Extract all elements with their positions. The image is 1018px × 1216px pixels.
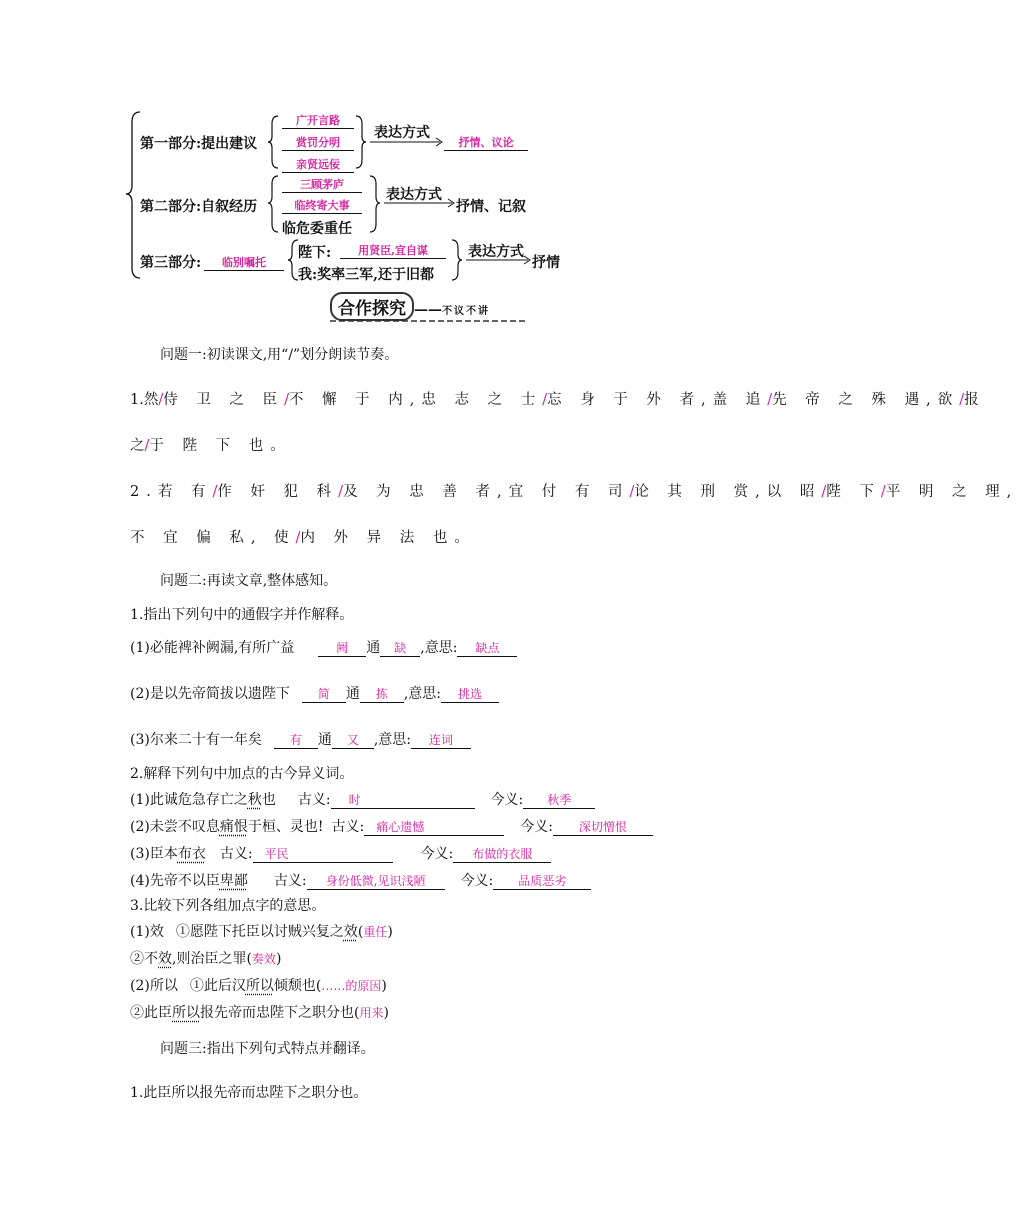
gujin-row-4 [130,870,591,890]
part1-method-value: 抒情、议论 [444,134,528,151]
gujin-modern: 品质恶劣 [493,872,591,890]
gujin-ancient: 痛心遗憾 [364,818,504,836]
slash-mark: / [821,484,827,500]
compare-text: ①此后汉 [189,978,246,994]
q1-title: 问题一:初读课文,用“/”划分朗读节奏。 [160,347,399,363]
compare-g2-s1: (2)所以 ①此后汉所以倾颓也(……的原因) [130,978,387,994]
gujin-dotted: 痛恨 [219,819,248,835]
q2-title: 问题二:再读文章,整体感知。 [160,573,338,589]
section-title: 合作探究 [330,292,414,321]
gujin-text: 此诚危急存亡之 [149,792,248,808]
compare-text: ②此臣 [130,1005,172,1021]
section-header [330,292,490,321]
meaning-label: ,意思: [403,686,442,702]
gujin-post: 于桓、灵也! [247,819,324,835]
tongjia-meaning: 挑选 [441,685,499,703]
compare-dotted: 效 [343,924,358,940]
tongjia-sentence: (3)尔来二十有一年矣 [130,732,262,748]
compare-text: ②不 [130,951,158,967]
part2-item-2: 临终寄大事 [282,197,362,214]
gujin-post: 也 [261,792,276,808]
part2-method-value: 抒情、记叙 [456,199,526,215]
slash-mark: / [959,392,965,408]
gujin-modern: 布做的衣服 [453,845,551,863]
compare-answer: 重任 [363,925,388,939]
gujin-dotted: 布衣 [177,846,206,862]
compare-g2-s2: ②此臣所以报先帝而忠陛下之职分也(用来) [130,1005,389,1021]
meaning-label: ,意思: [420,640,458,656]
tongjia-a: 有 [274,731,318,749]
part3-method-label: 表达方式 [468,244,524,260]
compare-dotted: 效 [158,951,172,967]
q1-s2-seg: 论 其 刑 赏,以 昭 [634,484,822,500]
compare-text: ,则治臣之罪 [172,951,247,967]
part3-sub1-blank: 用贤臣,宜自谋 [340,242,446,259]
tongjia-meaning: 连词 [411,731,471,749]
q1-s2-seg: 作 奸 犯 科 [217,484,339,500]
q1-s2-seg: 平 明 之 理, [885,484,1018,500]
section-header-rule [330,318,530,326]
compare-g2-label: (2)所以 [130,978,178,994]
q1-s1-seg: 报 [964,392,979,408]
tongjia-sentence: (2)是以先帝简拔以遗陛下 [130,686,290,702]
ancient-label: 古义: [219,846,253,862]
q1-sentence-1 [130,388,979,409]
slash-mark: / [158,392,164,408]
compare-g1-s1: (1)效 ①愿陛下托臣以讨贼兴复之效(重任) [130,924,393,940]
gujin-pre: (1) [130,792,150,808]
gujin-row-2 [130,816,653,836]
slash-mark: / [144,438,150,454]
modern-label: 今义: [520,819,553,835]
gujin-ancient: 时 [331,791,475,809]
gujin-ancient: 身份低微,见识浅陋 [307,872,445,890]
q1-s1-seg: 先 帝 之 殊 遇,欲 [772,392,960,408]
q1-s1-seg: 于 陛 下 也。 [149,438,292,454]
gujin-dotted: 秋 [247,792,262,808]
q1-sentence-2-line2 [130,526,476,547]
gujin-modern: 秋季 [523,791,595,809]
ancient-label: 古义: [273,873,307,889]
gujin-row-3 [130,843,551,863]
part2-label: 第二部分:自叙经历 [140,199,258,215]
tongjia-b: 缺 [380,639,420,657]
part1-item-2: 赏罚分明 [282,134,354,151]
slash-mark: / [542,392,548,408]
slash-mark: / [338,484,344,500]
gujin-text: (3)臣本 [130,846,178,862]
q3-sentence-1: 1.此臣所以报先帝而忠陛下之职分也。 [130,1085,368,1101]
q1-s1-seg: 1.然 [130,392,159,408]
tong-word: 通 [317,732,332,748]
gujin-text: (4)先帝不以臣 [130,873,220,889]
tongjia-b: 又 [332,731,374,749]
compare-g1-s2: ②不效,则治臣之罪(奏效) [130,951,282,967]
tongjia-a: 简 [302,685,346,703]
part2-item-3: 临危委重任 [282,221,352,237]
part3-method-value: 抒情 [532,255,560,271]
q1-s2-seg: 及 为 忠 善 者,宜 付 有 司 [343,484,630,500]
compare-g1-label: (1)效 [130,924,164,940]
gujin-dotted: 卑鄙 [219,873,248,889]
part1-label: 第一部分:提出建议 [140,136,258,152]
ancient-label: 古义: [297,792,331,808]
part2-item-1: 三顾茅庐 [282,176,362,193]
part1-method-label: 表达方式 [374,125,430,141]
tong-word: 通 [366,640,381,656]
q1-s1-seg: 侍 卫 之 臣 [163,392,285,408]
compare-text: ①愿陛下托臣以讨贼兴复之 [175,924,344,940]
meaning-label: ,意思: [373,732,412,748]
compare-dotted: 所以 [172,1005,200,1021]
part1-item-3: 亲贤远佞 [282,156,354,173]
compare-text: 报先帝而忠陛下之职分也 [200,1005,354,1021]
q1-s1-seg: 不 懈 于 内,忠 志 之 士 [288,392,543,408]
modern-label: 今义: [420,846,454,862]
part3-sub2: 我:奖率三军,还于旧都 [298,267,435,283]
part3-blank: 临别嘱托 [204,254,284,271]
q1-s2-seg: 内 外 异 法 也。 [300,530,476,546]
slash-mark: / [880,484,886,500]
tongjia-row-2 [130,683,499,703]
tongjia-b: 拣 [360,685,404,703]
compare-answer: 用来 [359,1006,384,1020]
q1-s2-seg: 陛 下 [826,484,881,500]
slash-mark: / [767,392,773,408]
q1-s2-seg: 不 宜 偏 私, 使 [130,530,296,546]
section-dash: —— [414,302,442,318]
gujin-row-1 [130,789,595,809]
tongjia-sentence: (1)必能裨补阙漏,有所广益 [130,640,295,656]
q3-title: 问题三:指出下列句式特点并翻译。 [160,1041,375,1057]
q1-s2-seg: 2.若 有 [130,484,213,500]
q2-p2-title: 2.解释下列句中加点的古今异义词。 [130,766,354,782]
slash-mark: / [212,484,218,500]
compare-text: 倾颓也 [273,978,316,994]
part3-label: 第三部分: [140,255,202,271]
part3-sub1-label: 陛下: [298,245,332,261]
q2-p1-title: 1.指出下列句中的通假字并作解释。 [130,607,354,623]
q2-p3-title: 3.比较下列各组加点字的意思。 [130,898,326,914]
part2-method-label: 表达方式 [386,187,442,203]
tong-word: 通 [345,686,360,702]
modern-label: 今义: [460,873,494,889]
ancient-label: 古义: [331,819,365,835]
slash-mark: / [295,530,301,546]
section-subtitle: 不议不讲 [442,306,490,317]
compare-answer: ……的原因 [321,979,382,993]
q1-sentence-2 [130,480,1018,501]
compare-answer: 奏效 [251,952,276,966]
tongjia-a: 阙 [318,639,366,657]
gujin-modern: 深切憎恨 [553,818,653,836]
tongjia-row-1 [130,637,517,657]
slash-mark: / [629,484,635,500]
gujin-ancient: 平民 [253,845,393,863]
slash-mark: / [284,392,289,408]
tongjia-row-3 [130,729,471,749]
part1-item-1: 广开言路 [282,112,354,129]
q1-s1-seg: 忘 身 于 外 者,盖 追 [547,392,768,408]
modern-label: 今义: [490,792,524,808]
q1-s1-seg: 之 [130,438,145,454]
compare-dotted: 所以 [245,978,274,994]
gujin-text: (2)未尝不叹息 [130,819,220,835]
tongjia-meaning: 缺点 [457,639,517,657]
q1-sentence-1-line2 [130,434,292,455]
